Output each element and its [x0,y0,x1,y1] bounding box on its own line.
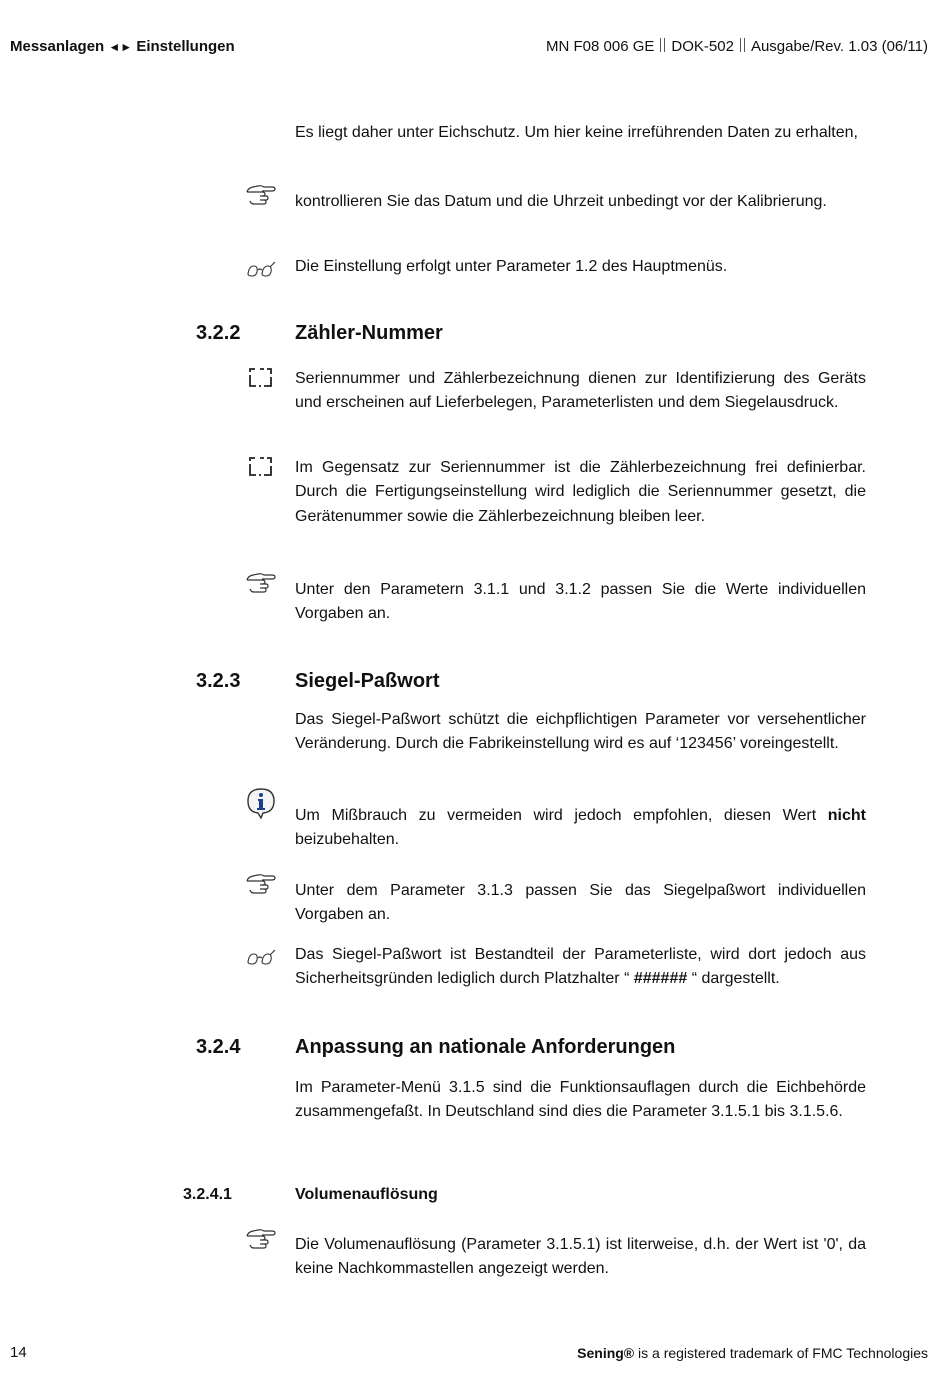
text-run: Das Siegel-Paßwort ist Bestandteil der Parameterliste, wird dort jedoch aus Sicherheitsgründen lediglich durch Platzhalter “ [295,946,866,988]
trademark-text: is a registered trademark of FMC Technologies [634,1345,928,1361]
paragraph: Im Parameter-Menü 3.1.5 sind die Funktionsauflagen durch die Eichbehörde zusammengefaßt. In Deutschland sind dies die Parameter 3.1.5.1 bis 3.1.5.6. [295,1079,866,1121]
separator [660,38,665,52]
brand-name: Sening® [577,1345,635,1361]
pointing-hand-icon [246,183,276,207]
paragraph: Die Volumenauflösung (Parameter 3.1.5.1) ist literweise, d.h. der Wert ist '0', da keine Nachkommastellen angezeigt werden. [295,1236,866,1278]
page-number: 14 [10,1344,27,1361]
text-run: beizubehalten. [295,831,400,849]
text-run: Um Mißbrauch zu vermeiden wird jedoch empfohlen, diesen Wert [295,807,828,824]
pointing-hand-icon [246,872,276,896]
info-icon [246,787,276,819]
separator [740,38,745,52]
paragraph: kontrollieren Sie das Datum und die Uhrzeit unbedingt vor der Kalibrierung. [295,193,827,210]
text-run: “ dargestellt. [687,970,780,988]
section-heading: Siegel-Paßwort [295,670,440,692]
box-bracket-icon [246,366,276,390]
section-heading: Zähler-Nummer [295,322,443,344]
section-heading: Anpassung an nationale Anforderungen [295,1036,676,1058]
paragraph [295,804,866,853]
placeholder-text: ###### [633,970,688,988]
subsection-number: 3.2.4.1 [183,1186,232,1203]
pointing-hand-icon [246,1227,276,1251]
section-number: 3.2.4 [196,1036,241,1058]
header-section-b: Einstellungen [136,38,235,55]
box-bracket-icon [246,455,276,479]
paragraph: Es liegt daher unter Eichschutz. Um hier keine irreführenden Daten zu erhalten, [295,124,858,141]
glasses-icon [246,256,276,280]
header-doc-info [546,38,928,55]
paragraph: Unter den Parametern 3.1.1 und 3.1.2 passen Sie die Werte individuellen Vorgaben an. [295,581,866,623]
paragraph: Die Einstellung erfolgt unter Parameter 1.2 des Hauptmenüs. [295,258,728,275]
nav-arrows-icon: ◄► [108,40,133,54]
section-number: 3.2.3 [196,670,241,692]
subsection-heading: Volumenauflösung [295,1186,438,1203]
footer-trademark [577,1345,928,1361]
emphasis: nicht [827,807,866,824]
paragraph: Seriennummer und Zählerbezeichnung dienen zur Identifizierung des Geräts und erscheinen auf Lieferbelegen, Parameterlisten und dem Siegelausdruck. [295,370,866,412]
pointing-hand-icon [246,571,276,595]
header-section-a: Messanlagen [10,38,105,55]
paragraph [295,943,866,992]
glasses-icon [246,944,276,968]
paragraph: Unter dem Parameter 3.1.3 passen Sie das Siegelpaßwort individuellen Vorgaben an. [295,882,866,924]
section-number: 3.2.2 [196,322,241,344]
paragraph: Im Gegensatz zur Seriennummer ist die Zählerbezeichnung frei definierbar. Durch die Fertigungseinstellung wird lediglich die Seriennummer gesetzt, die Gerätenummer sowie die Zählerbezeichnung bleiben leer. [295,459,866,525]
header-breadcrumb [10,38,235,55]
revision: Ausgabe/Rev. 1.03 (06/11) [750,38,928,55]
doc-id: MN F08 006 GE [546,38,655,55]
paragraph: Das Siegel-Paßwort schützt die eichpflichtigen Parameter vor versehentlicher Veränderung. Durch die Fabrikeinstellung wird es auf ‘123456’ voreingestellt. [295,711,866,753]
dok-number: DOK-502 [671,38,734,55]
